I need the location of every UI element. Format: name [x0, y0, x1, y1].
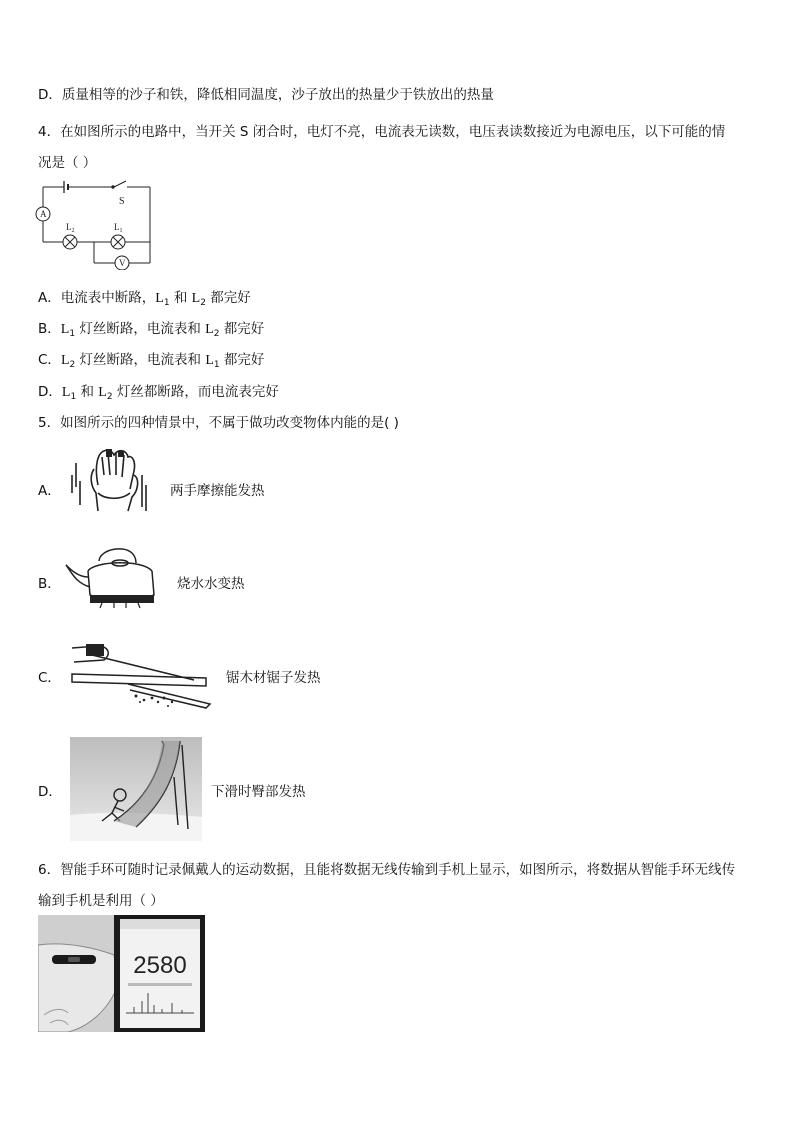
q6-stem-line2: 输到手机是利用（ ）	[38, 893, 164, 909]
q5-option-d-label: D．	[38, 784, 62, 800]
q4-option-b: B．$L_1$ 灯丝断路，电流表和 $L_2$ 都完好	[38, 321, 265, 339]
circuit-diagram	[34, 178, 159, 270]
q5-option-b-caption: 烧水水变热	[177, 576, 245, 592]
smart-band-photo	[38, 915, 205, 1032]
voltmeter-label: V	[119, 258, 126, 268]
switch-label: S	[119, 196, 125, 207]
slide-icon	[70, 737, 202, 841]
lamp1-label: $L_1$	[114, 222, 123, 234]
saw-icon	[68, 640, 214, 710]
q5-option-b-label: B．	[38, 576, 61, 592]
lamp2-label: $L_2$	[66, 222, 75, 234]
q5-option-c-label: C．	[38, 670, 61, 686]
q5-option-a-label: A．	[38, 483, 61, 499]
q5-option-c-caption: 锯木材锯子发热	[226, 670, 321, 686]
q4-option-a: A．电流表中断路，$L_1$ 和 $L_2$ 都完好	[38, 290, 251, 308]
ammeter-label: A	[40, 209, 47, 219]
rubbing-hands-icon	[68, 445, 150, 523]
q4-stem-line1: 4．在如图所示的电路中，当开关 S 闭合时，电灯不亮，电流表无读数，电压表读数接近为电源电压，以下可能的情	[38, 124, 726, 140]
q4-option-d: D．$L_1$ 和 $L_2$ 灯丝都断路，而电流表完好	[38, 384, 279, 402]
q3-option-d: D．质量相等的沙子和铁，降低相同温度，沙子放出的热量少于铁放出的热量	[38, 87, 494, 103]
kettle-icon	[64, 543, 164, 609]
q4-stem-line2: 况是（ ）	[38, 155, 97, 171]
q4-option-c: C．$L_2$ 灯丝断路，电流表和 $L_1$ 都完好	[38, 352, 265, 370]
q5-stem: 5．如图所示的四种情景中，不属于做功改变物体内能的是( )	[38, 415, 399, 431]
step-count: 2580	[133, 952, 187, 979]
q5-option-a-caption: 两手摩擦能发热	[170, 483, 265, 499]
q6-stem-line1: 6．智能手环可随时记录佩戴人的运动数据，且能将数据无线传输到手机上显示，如图所示，将数据从智能手环无线传	[38, 862, 736, 878]
q5-option-d-caption: 下滑时臀部发热	[211, 784, 306, 800]
